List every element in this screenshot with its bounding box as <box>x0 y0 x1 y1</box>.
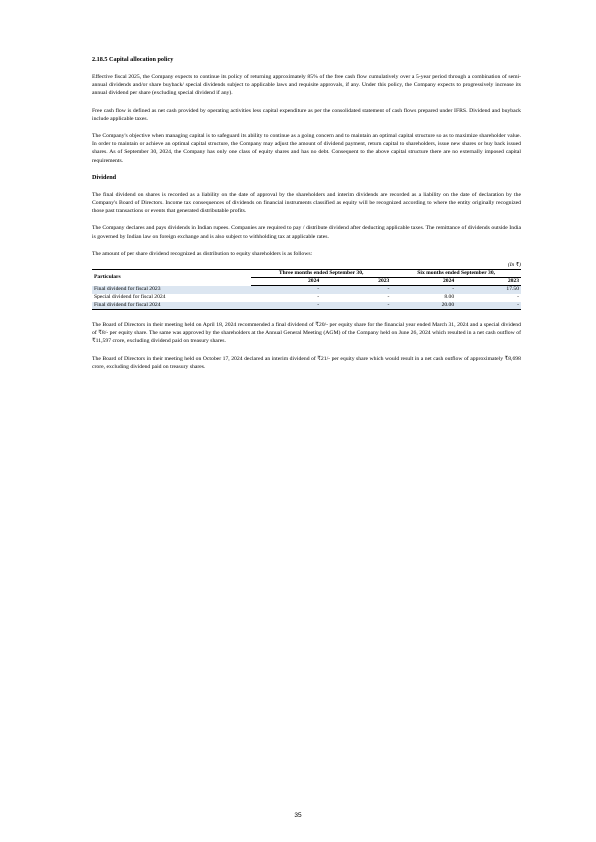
table-row <box>92 294 521 302</box>
year-header: 2023 <box>456 278 521 286</box>
table-row <box>92 286 521 294</box>
paragraph-final-dividend: The Board of Directors in their meeting held on April 18, 2024 recommended a final dividend of ₹20/- per equity share for the financial year ended March 31, 2024 and a special dividend of ₹8/- per equity share. The same was approved by the shareholders at the Annual General Meeting (AGM) of the Company held on June 26, 2024 which resulted in a net cash outflow of ₹11,597 crore, excluding dividend paid on treasury shares. <box>92 322 521 345</box>
cell-value: - <box>251 302 321 310</box>
paragraph-free-cash-flow: Free cash flow is defined as net cash provided by operating activities less capital expenditure as per the consolidated statement of cash flows prepared under IFRS. Dividend and buyback include applicable taxes. <box>92 107 521 122</box>
cell-value: - <box>456 302 521 310</box>
document-page <box>92 56 521 380</box>
cell-value: - <box>321 302 391 310</box>
year-header: 2024 <box>251 278 321 286</box>
table-unit: (In ₹) <box>507 262 521 269</box>
cell-value: - <box>517 294 519 301</box>
cell-value: - <box>391 286 456 294</box>
year-header: 2023 <box>321 278 391 286</box>
cell-value: 8.00 <box>444 294 455 301</box>
cell-value: - <box>317 294 320 301</box>
paragraph-dividend-currency: The Company declares and pays dividends in Indian rupees. Companies are required to pay / distribute dividend after deducting applicable taxes. The remittance of dividends outside India is governed by Indian law on foreign exchange and is also subject to withholding tax at applicable rates. <box>92 225 521 240</box>
row-label: Final dividend for fiscal 2023 <box>92 286 251 294</box>
cell-value: 17.50 <box>456 286 521 294</box>
three-months-header: Three months ended September 30, <box>251 270 391 278</box>
dividend-heading: Dividend <box>92 173 117 181</box>
dividend-table <box>92 269 521 310</box>
cell-value: 20.00 <box>391 302 456 310</box>
paragraph-dividend-recognition: The final dividend on shares is recorded as a liability on the date of approval by the shareholders and interim dividends are recorded as a liability on the date of declaration by the Company's Board of Directors. Income tax consequences of dividends on financial instruments classified as equity will be recognized according to where the entity originally recognized those past transactions or events that generated distributable profits. <box>92 191 521 215</box>
paragraph-table-intro: The amount of per share dividend recognized as distribution to equity shareholders is as follows: <box>92 250 313 257</box>
year-header: 2024 <box>391 278 456 286</box>
row-label: Special dividend for fiscal 2024 <box>94 294 166 301</box>
cell-value: - <box>321 286 391 294</box>
paragraph-capital-objective: The Company's objective when managing capital is to safeguard its ability to continue as a going concern and to maintain an optimal capital structure so as to maximize shareholder value. In order to maintain or achieve an optimal capital structure, the Company may adjust the amount of dividend payment, return capital to shareholders, issue new shares or buy back issued shares. As of September 30, 2024, the Company has only one class of equity shares and has no debt. Consequent to the above capital structure there are no externally imposed capital requirements. <box>92 133 521 164</box>
paragraph-interim-dividend: The Board of Directors in their meeting held on October 17, 2024 declared an interim dividend of ₹21/- per equity share which would result in a net cash outflow of approximately ₹8,698 crore, excluding dividend paid on treasury shares. <box>92 355 521 370</box>
section-heading: 2.18.5 Capital allocation policy <box>92 56 174 63</box>
table-row <box>92 302 521 310</box>
paragraph-policy: Effective fiscal 2025, the Company expects to continue its policy of returning approximately 85% of the free cash flow cumulatively over a 5-year period through a combination of semi-annual dividends and/or share buyback/ special dividends subject to applicable laws and requisite approvals, if any. Under this policy, the Company expects to progressively increase its annual dividend per share (excluding special dividend if any). <box>92 74 521 97</box>
six-months-header: Six months ended September 30, <box>391 270 521 278</box>
cell-value: - <box>387 294 390 301</box>
row-label: Final dividend for fiscal 2024 <box>92 302 251 310</box>
cell-value: - <box>251 286 321 294</box>
particulars-header: Particulars <box>92 270 251 286</box>
page-number: 35 <box>294 812 302 819</box>
